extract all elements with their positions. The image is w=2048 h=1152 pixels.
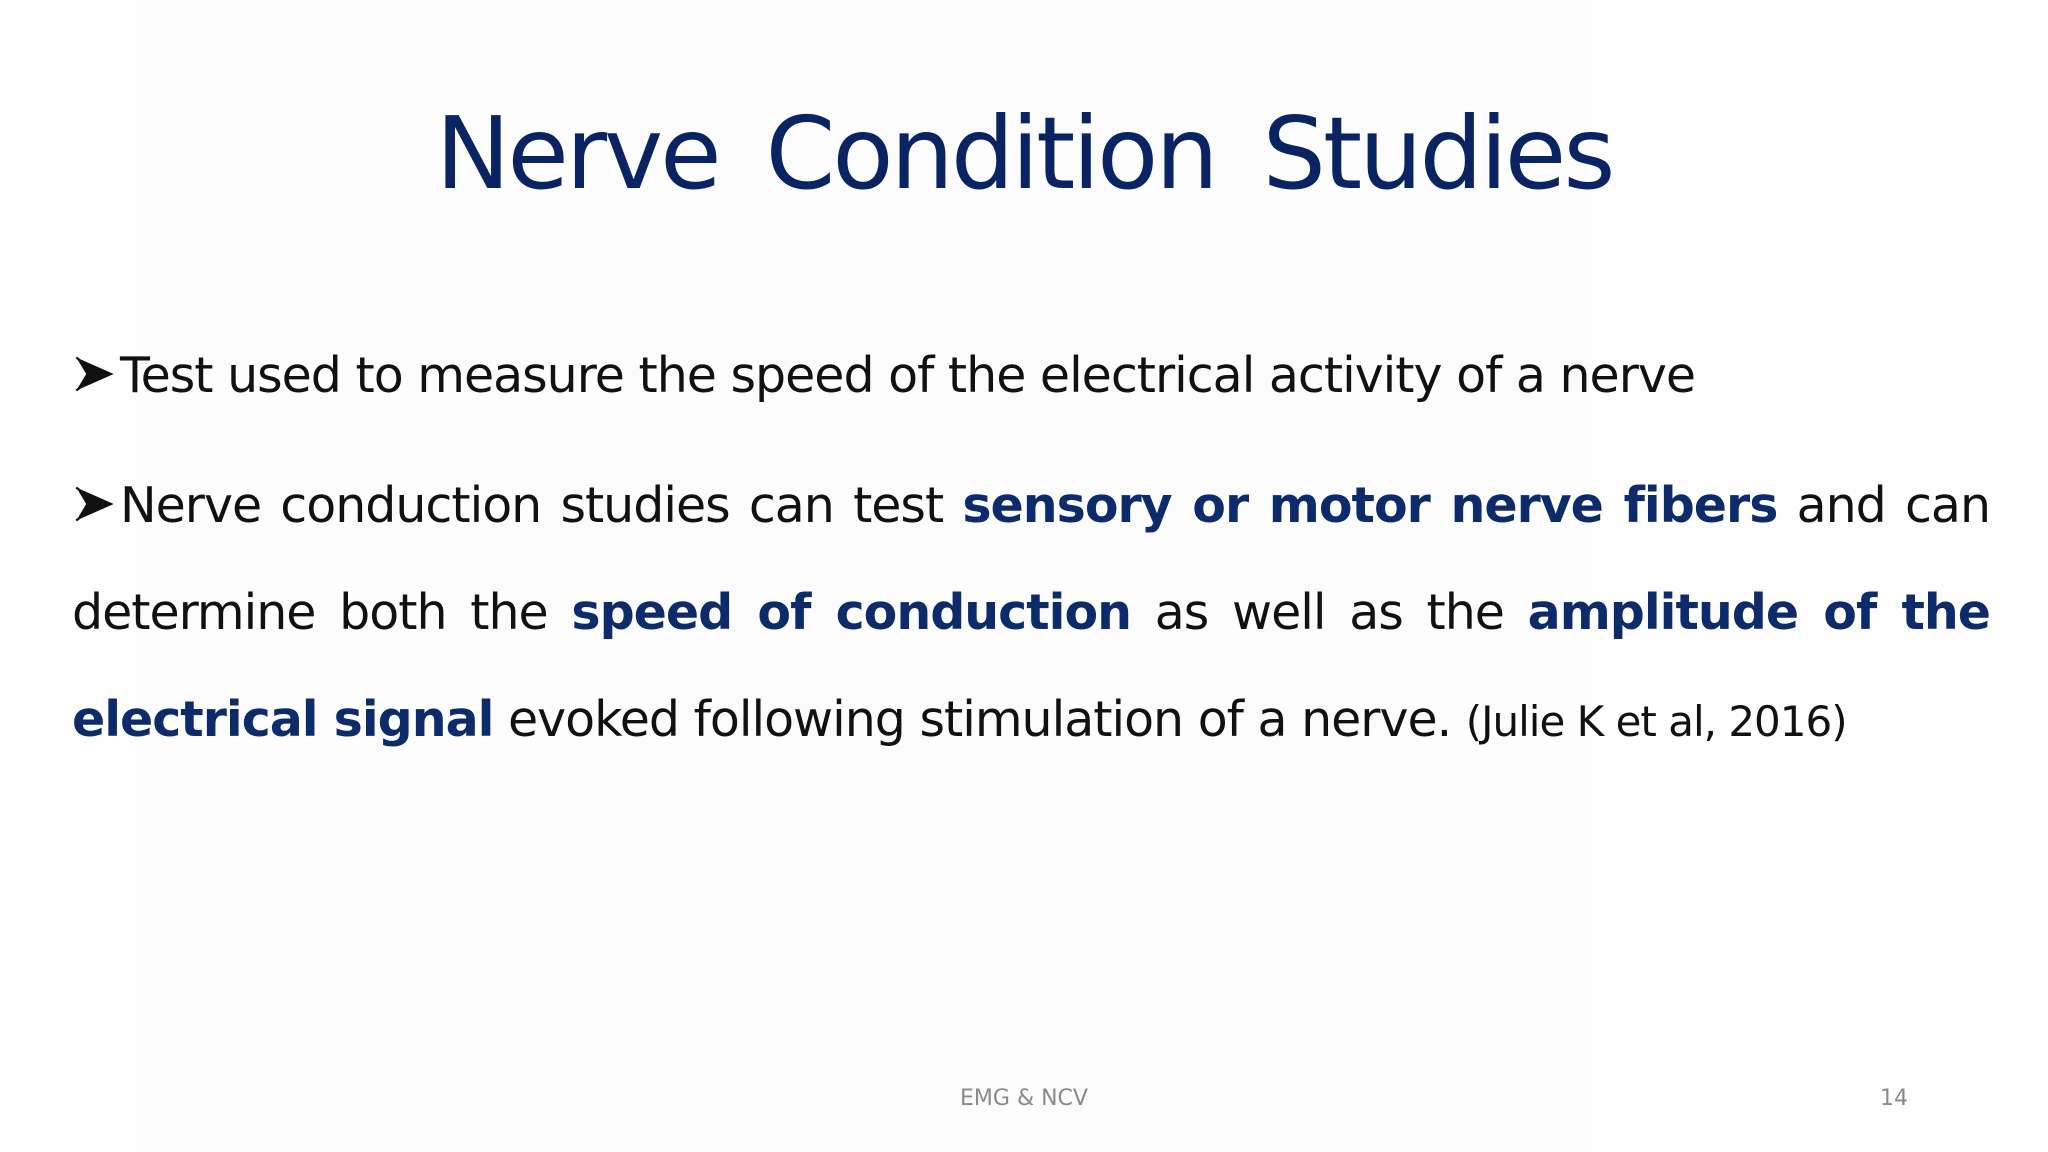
bullet-2-text-part-1: Nerve conduction studies can test bbox=[120, 477, 963, 534]
bullet-item-2 bbox=[72, 452, 1990, 775]
highlight-amplitude-electrical-signal: amplitude of the electrical signal bbox=[72, 584, 1991, 748]
page-number: 14 bbox=[1880, 1086, 1908, 1111]
bullet-item-1 bbox=[72, 322, 1990, 429]
bullet-2-text-part-2: and can determine both the bbox=[72, 477, 1990, 641]
bullet-2-text-part-4: evoked following stimulation of a nerve. bbox=[493, 691, 1466, 748]
citation: (Julie K et al, 2016) bbox=[1465, 697, 1847, 746]
bullet-text-1: Test used to measure the speed of the electrical activity of a nerve bbox=[120, 347, 1695, 404]
bullet-2-text-part-3: as well as the bbox=[1131, 584, 1528, 641]
arrow-bullet-icon bbox=[72, 482, 118, 526]
footer-text: EMG & NCV bbox=[960, 1086, 1088, 1111]
highlight-sensory-motor-fibers: sensory or motor nerve fibers bbox=[962, 477, 1778, 534]
arrow-bullet-icon bbox=[72, 352, 118, 396]
highlight-speed-of-conduction: speed of conduction bbox=[571, 584, 1131, 641]
slide-title: Nerve Condition Studies bbox=[435, 95, 1613, 212]
